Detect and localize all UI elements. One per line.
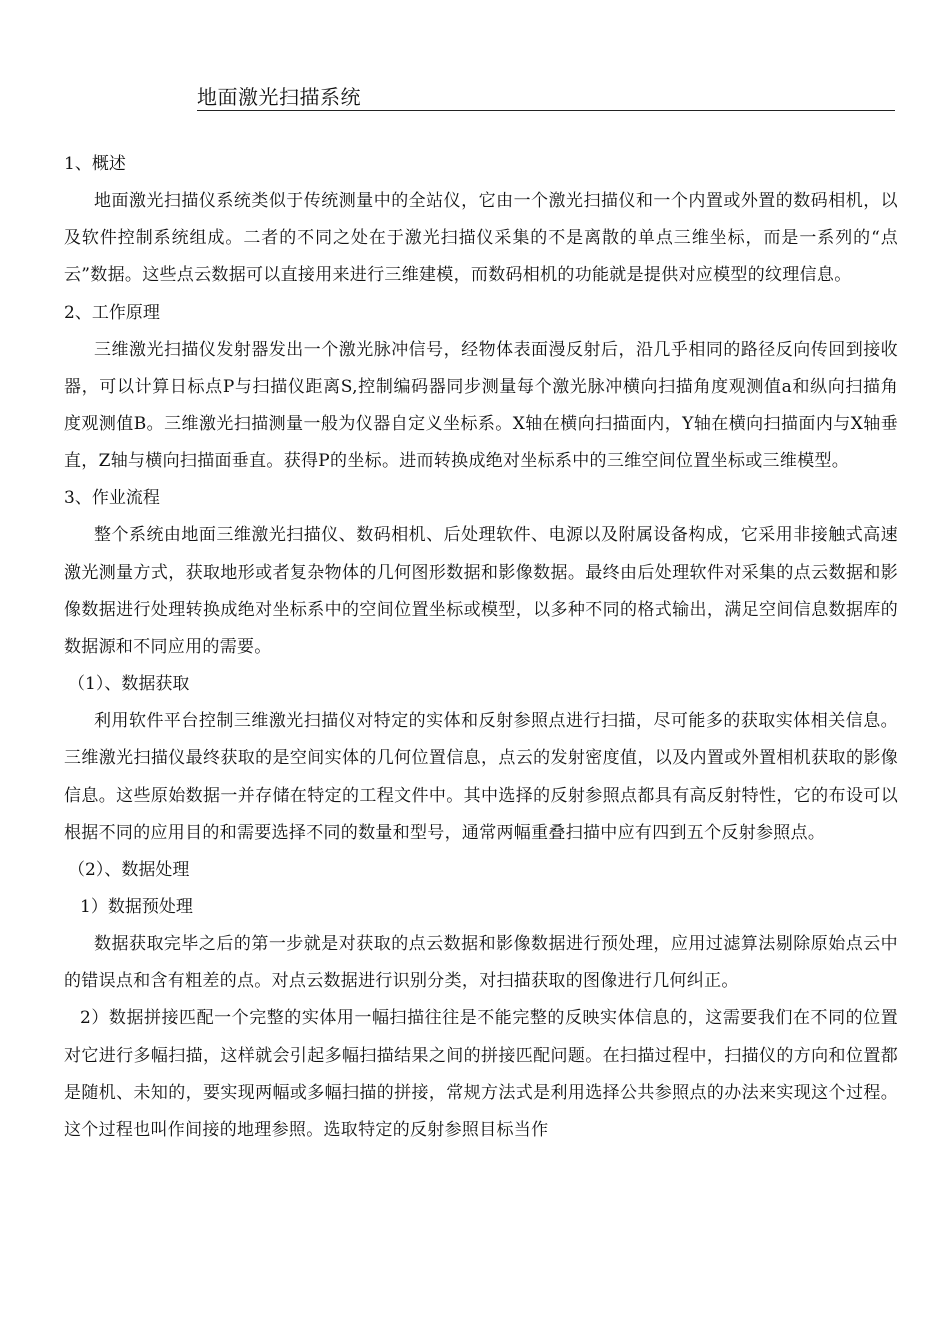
title-row [197, 84, 895, 111]
step-paragraph-registration: 2）数据拼接匹配一个完整的实体用一幅扫描往往是不能完整的反映实体信息的，这需要我们在不同的位置对它进行多幅扫描，这样就会引起多幅扫描结果之间的拼接匹配问题。在扫描过程中，扫描仪的方向和位置都是随机、未知的，要实现两幅或多幅扫描的拼接，常规方法式是利用选择公共参照点的办法来实现这个过程。这个过程也叫作间接的地理参照。选取特定的反射参照目标当作 [64, 1008, 898, 1141]
step-heading-preprocessing: 1）数据预处理 [80, 897, 193, 918]
subsection-heading-data-acquisition: （1）、数据获取 [68, 674, 190, 695]
subsection-paragraph-data-acquisition: 利用软件平台控制三维激光扫描仪对特定的实体和反射参照点进行扫描，尽可能多的获取实体相关信息。三维激光扫描仪最终获取的是空间实体的几何位置信息，点云的发射密度值，以及内置或外置相机获取的影像信息。这些原始数据一并存储在特定的工程文件中。其中选择的反射参照点都具有高反射特性，它的布设可以根据不同的应用目的和需要选择不同的数量和型号，通常两幅重叠扫描中应有四到五个反射参照点。 [64, 711, 898, 843]
section-heading-principle: 2、工作原理 [64, 302, 160, 323]
subsection-heading-data-processing: （2）、数据处理 [68, 860, 190, 881]
document-title: 地面激光扫描系统 [197, 85, 361, 109]
document-body [64, 146, 898, 1149]
step-paragraph-preprocessing: 数据获取完毕之后的第一步就是对获取的点云数据和影像数据进行预处理，应用过滤算法剔除原始点云中的错误点和含有粗差的点。对点云数据进行识别分类，对扫描获取的图像进行几何纠正。 [64, 934, 898, 992]
section-heading-overview: 1、概述 [64, 154, 126, 174]
section-paragraph-workflow: 整个系统由地面三维激光扫描仪、数码相机、后处理软件、电源以及附属设备构成，它采用非接触式高速激光测量方式，获取地形或者复杂物体的几何图形数据和影像数据。最终由后处理软件对采集的点云数据和影像数据进行处理转换成绝对坐标系中的空间位置坐标或模型，以多种不同的格式输出，满足空间信息数据库的数据源和不同应用的需要。 [64, 525, 898, 658]
section-paragraph-overview: 地面激光扫描仪系统类似于传统测量中的全站仪，它由一个激光扫描仪和一个内置或外置的数码相机，以及软件控制系统组成。二者的不同之处在于激光扫描仪采集的不是离散的单点三维坐标，而是一系列的“点云”数据。这些点云数据可以直接用来进行三维建模，而数码相机的功能就是提供对应模型的纹理信息。 [64, 191, 898, 286]
section-paragraph-principle: 三维激光扫描仪发射器发出一个激光脉冲信号，经物体表面漫反射后，沿几乎相同的路径反向传回到接收器，可以计算日标点P与扫描仪距离S,控制编码器同步测量每个激光脉冲横向扫描角度观测值a和纵向扫描角度观测值B。三维激光扫描测量一般为仪器自定义坐标系。X轴在横向扫描面内，Y轴在横向扫描面内与X轴垂直，Z轴与横向扫描面垂直。获得P的坐标。进而转换成绝对坐标系中的三维空间位置坐标或三维模型。 [64, 339, 898, 472]
section-heading-workflow: 3、作业流程 [64, 488, 160, 509]
